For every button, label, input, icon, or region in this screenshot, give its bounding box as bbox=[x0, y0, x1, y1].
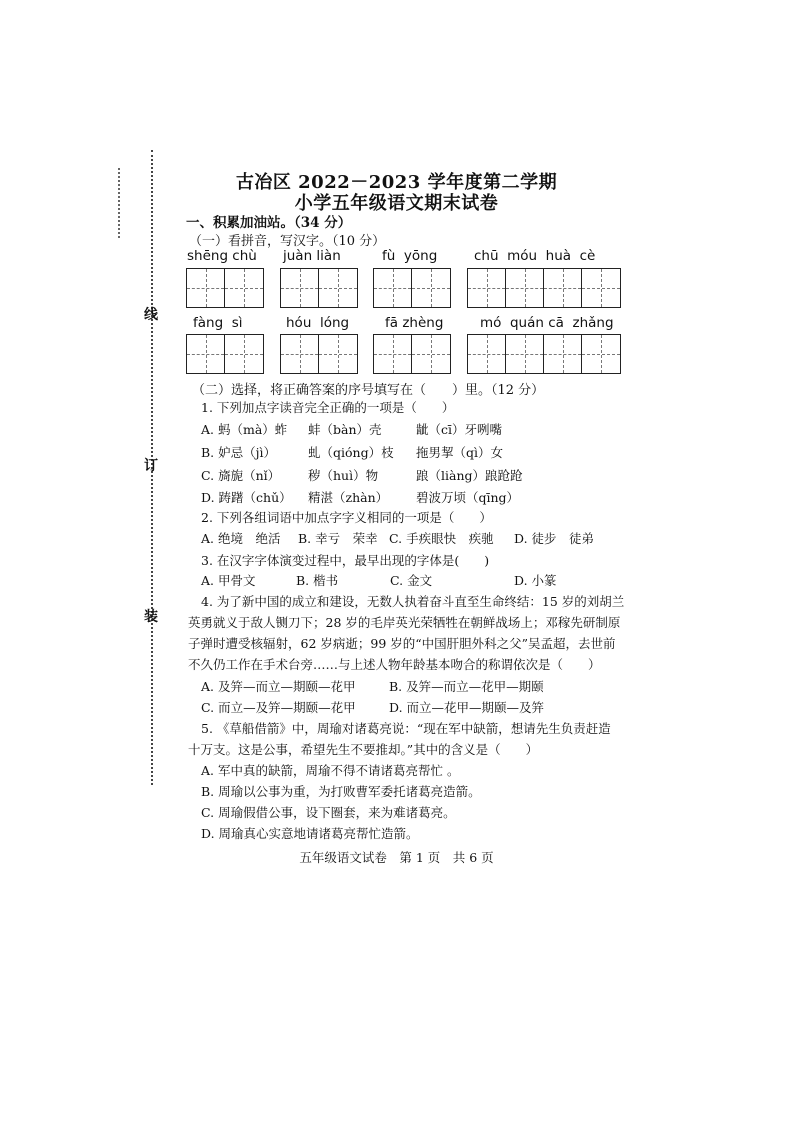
q4-option-c: C. 而立—及笄—期颐—花甲 bbox=[201, 700, 356, 715]
q1-option-d3: 碧波万顷（qīng） bbox=[416, 490, 520, 505]
exam-title-line2: 小学五年级语文期末试卷 bbox=[294, 193, 499, 214]
writing-box-4[interactable] bbox=[467, 268, 621, 308]
q5-stem-line2: 十万支。这是公事，希望先生不要推却。”其中的含义是（ ） bbox=[188, 742, 539, 757]
q2-option-a: A. 绝境 绝活 bbox=[201, 531, 281, 546]
q5-option-c: C. 周瑜假借公事，设下圈套，来为难诸葛亮。 bbox=[201, 805, 456, 820]
writing-box-7[interactable] bbox=[373, 334, 451, 374]
q3-stem: 3. 在汉字字体演变过程中，最早出现的字体是( ) bbox=[201, 553, 490, 568]
q1-option-c1: C. 旖旎（nǐ） bbox=[201, 468, 281, 483]
writing-box-5[interactable] bbox=[186, 334, 264, 374]
q1-stem: 1. 下列加点字读音完全正确的一项是（ ） bbox=[201, 400, 455, 415]
q4-stem-line3: 子弹时遭受核辐射，62 岁病逝；99 岁的“中国肝胆外科之父”吴孟超，去世前 bbox=[188, 636, 616, 651]
q3-option-b: B. 楷书 bbox=[296, 573, 339, 588]
writing-box-1[interactable] bbox=[186, 268, 264, 308]
q1-option-c3: 踉（liàng）踉跄跄 bbox=[416, 468, 523, 483]
q4-option-b: B. 及笄—而立—花甲—期颐 bbox=[389, 679, 544, 694]
pinyin-5: fàng sì bbox=[193, 315, 243, 331]
q4-option-a: A. 及笄—而立—期颐—花甲 bbox=[201, 679, 356, 694]
q1-option-a1: A. 蚂（mà）蚱 bbox=[201, 422, 288, 437]
q3-option-c: C. 金文 bbox=[390, 573, 433, 588]
margin-label-xian: 线 bbox=[144, 307, 158, 323]
pinyin-4: chū móu huà cè bbox=[474, 248, 596, 264]
q4-option-d: D. 而立—花甲—期颐—及笄 bbox=[389, 700, 545, 715]
q1-option-c2: 秽（huì）物 bbox=[308, 468, 379, 483]
pinyin-1: shēng chù bbox=[187, 248, 257, 264]
q5-option-d: D. 周瑜真心实意地请诸葛亮帮忙造箭。 bbox=[201, 826, 419, 841]
q4-stem-line1: 4. 为了新中国的成立和建设，无数人执着奋斗直至生命终结：15 岁的刘胡兰 bbox=[201, 594, 625, 609]
part2-heading: （二）选择，将正确答案的序号填写在（ ）里。（12 分） bbox=[192, 383, 545, 398]
q1-option-b1: B. 妒忌（jì） bbox=[201, 445, 277, 460]
q4-stem-line2: 英勇就义于敌人铡刀下；28 岁的毛岸英光荣牺牲在朝鲜战场上；邓稼先研制原 bbox=[188, 615, 621, 630]
q2-option-c: C. 手疾眼快 疾驰 bbox=[389, 531, 494, 546]
margin-label-zhuang: 装 bbox=[144, 609, 158, 625]
writing-box-2[interactable] bbox=[280, 268, 358, 308]
q2-option-d: D. 徒步 徒弟 bbox=[514, 531, 595, 546]
q1-option-d2: 精湛（zhàn） bbox=[308, 490, 389, 505]
q1-option-b3: 拖男挈（qì）女 bbox=[416, 445, 503, 460]
writing-box-6[interactable] bbox=[280, 334, 358, 374]
page-footer: 五年级语文试卷 第 1 页 共 6 页 bbox=[299, 850, 494, 865]
q1-option-a3: 龇（cī）牙咧嘴 bbox=[416, 422, 502, 437]
q1-option-d1: D. 踌躇（chǔ） bbox=[201, 490, 292, 505]
q5-option-a: A. 军中真的缺箭，周瑜不得不请诸葛亮帮忙 。 bbox=[201, 763, 460, 778]
q5-option-b: B. 周瑜以公事为重，为打败曹军委托诸葛亮造箭。 bbox=[201, 784, 481, 799]
part1-heading: （一）看拼音，写汉字。（10 分） bbox=[189, 234, 386, 249]
pinyin-3: fù yōng bbox=[382, 248, 438, 264]
q2-stem: 2. 下列各组词语中加点字字义相同的一项是（ ） bbox=[201, 510, 492, 525]
q2-option-b: B. 幸亏 荣幸 bbox=[298, 531, 378, 546]
q1-option-a2: 蚌（bàn）壳 bbox=[308, 422, 382, 437]
section1-heading: 一、积累加油站。（34 分） bbox=[186, 215, 352, 231]
q3-option-d: D. 小篆 bbox=[514, 573, 557, 588]
margin-label-ding: 订 bbox=[144, 458, 158, 474]
exam-title-line1: 古冶区 2022－2023 学年度第二学期 bbox=[235, 172, 558, 193]
q1-option-b2: 虬（qióng）枝 bbox=[308, 445, 394, 460]
pinyin-6: hóu lóng bbox=[286, 315, 350, 331]
q3-option-a: A. 甲骨文 bbox=[201, 573, 256, 588]
q4-stem-line4: 不久仍工作在手术台旁……与上述人物年龄基本吻合的称谓依次是（ ） bbox=[188, 657, 601, 672]
pinyin-7: fā zhèng bbox=[385, 315, 444, 331]
writing-box-3[interactable] bbox=[373, 268, 451, 308]
pinyin-2: juàn liàn bbox=[283, 248, 341, 264]
pinyin-8: mó quán cā zhǎng bbox=[480, 315, 614, 331]
writing-box-8[interactable] bbox=[467, 334, 621, 374]
q5-stem-line1: 5. 《草船借箭》中，周瑜对诸葛亮说：“现在军中缺箭，想请先生负责赶造 bbox=[201, 721, 611, 736]
